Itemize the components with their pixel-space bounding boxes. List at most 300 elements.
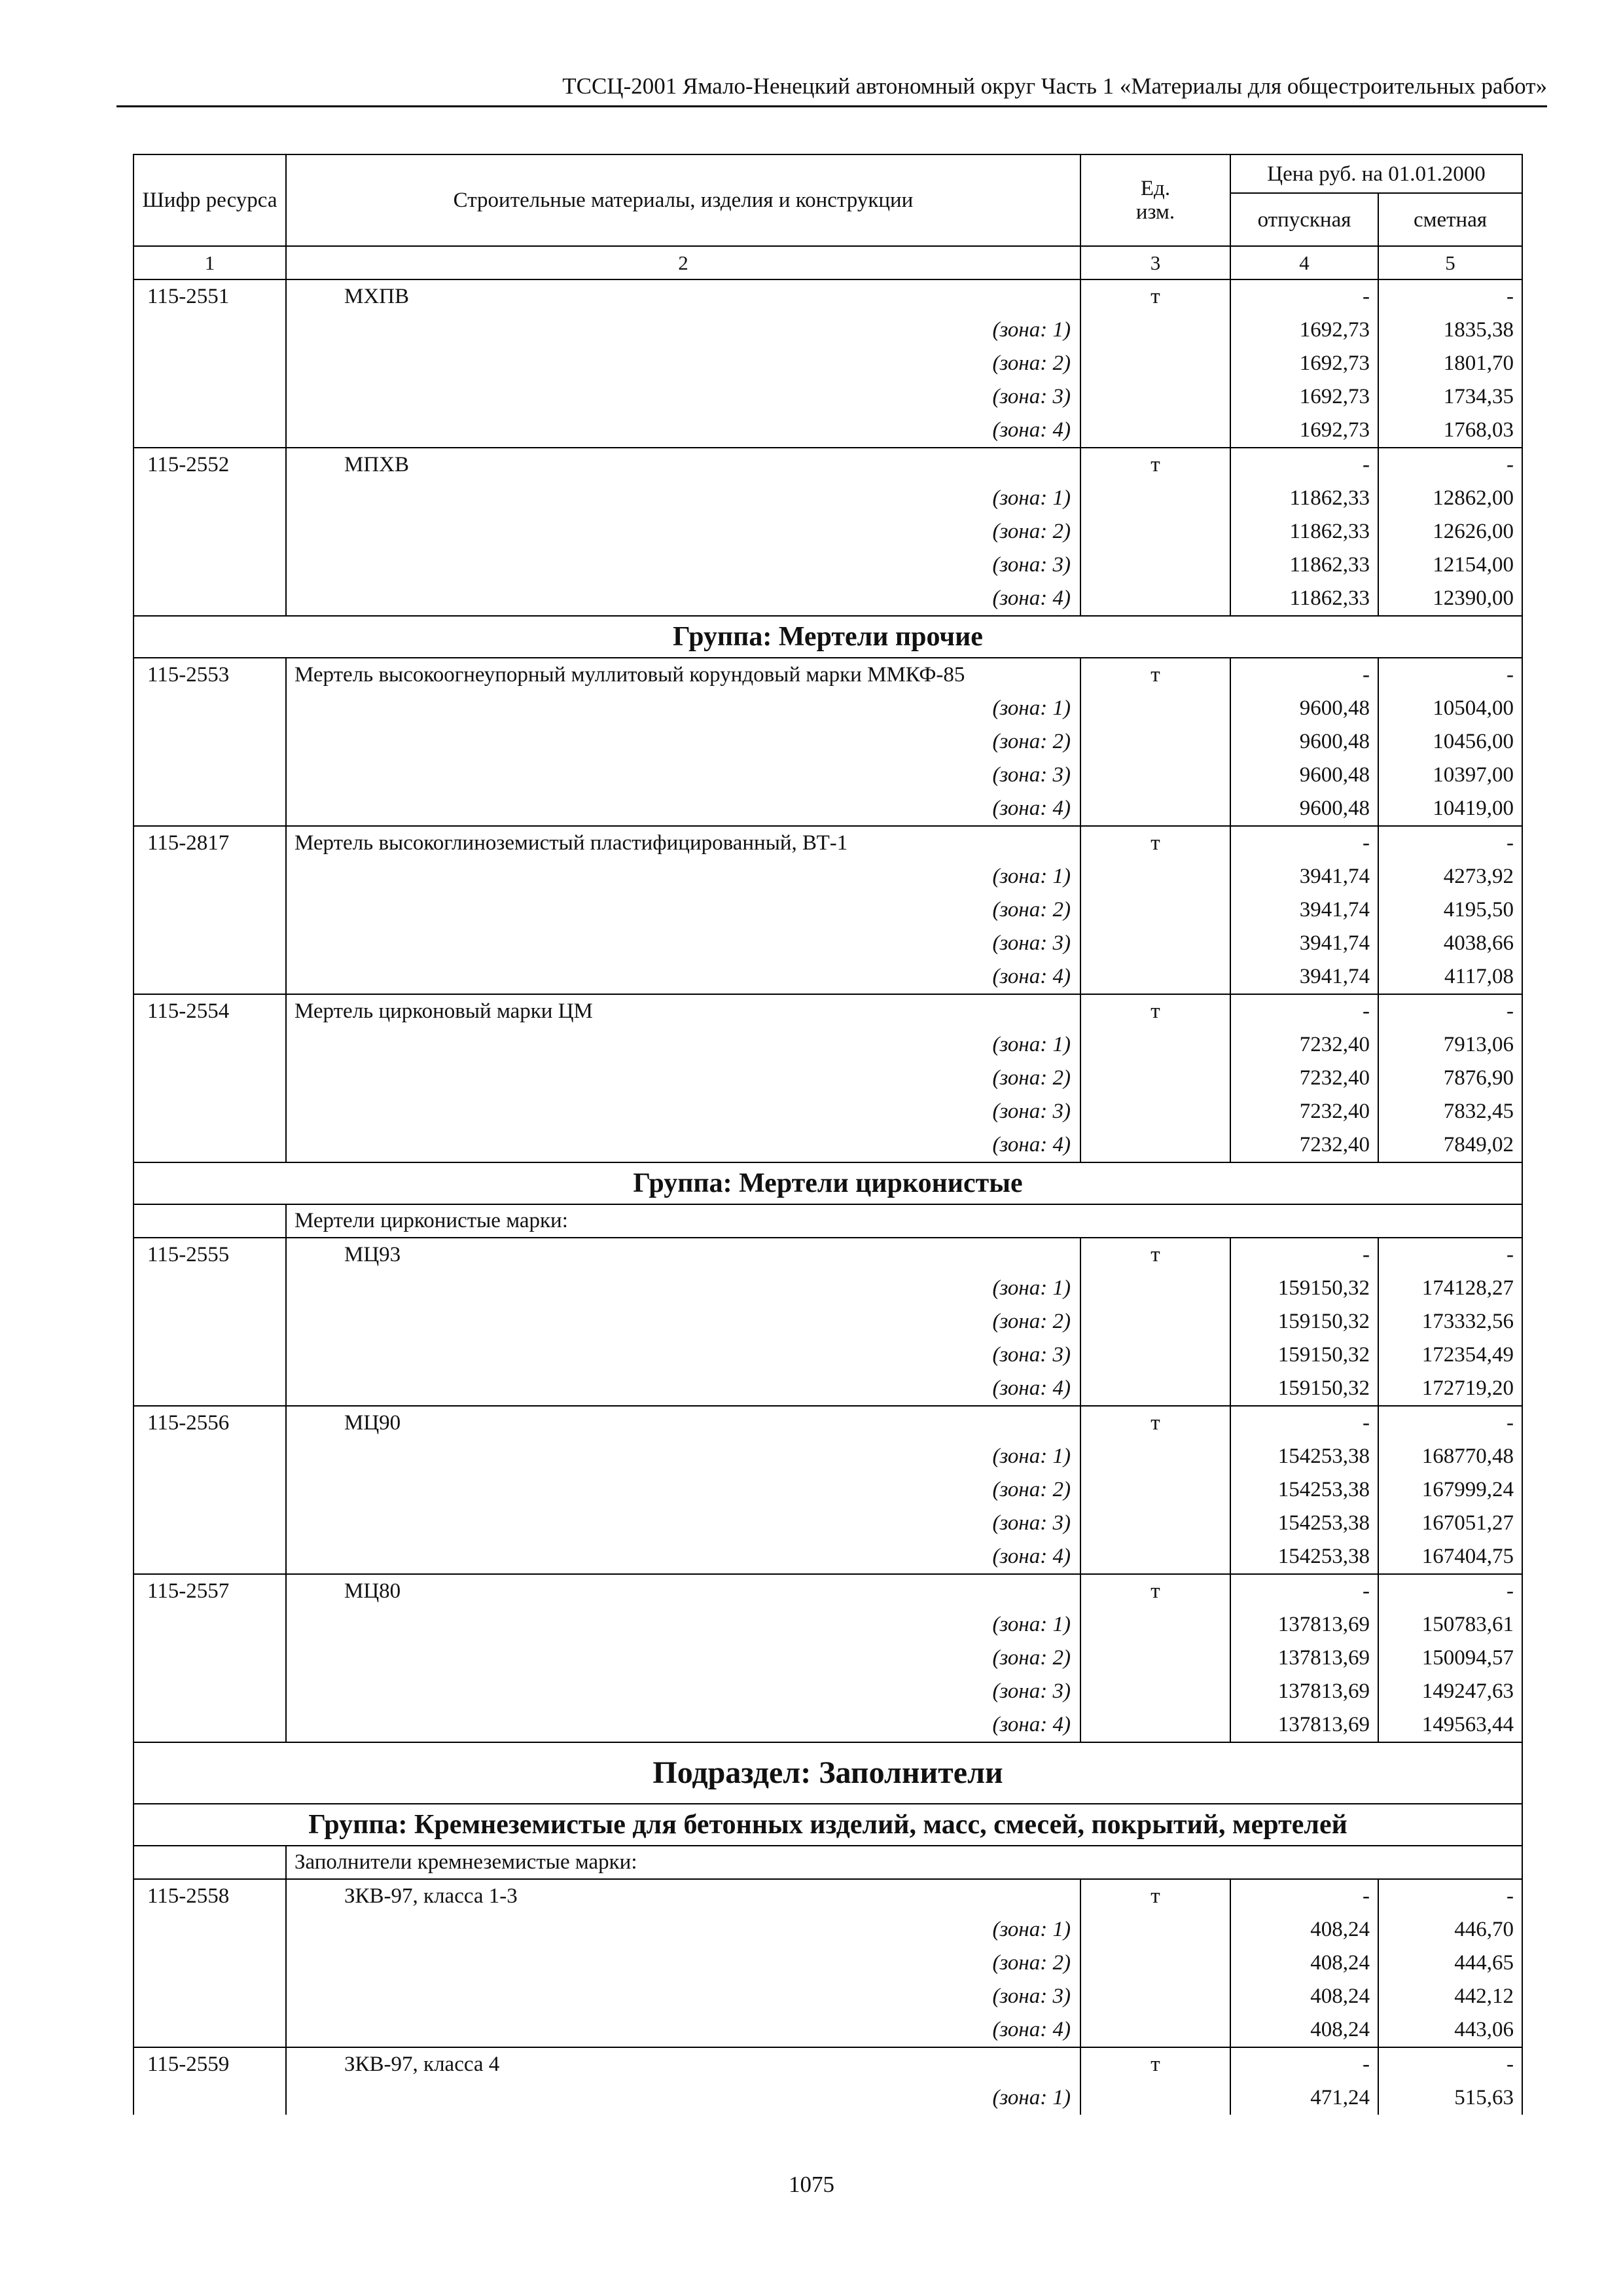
release-price: 3941,74 (1230, 960, 1378, 994)
release-price: 3941,74 (1230, 927, 1378, 960)
resource-code-empty (134, 1128, 286, 1162)
note-text: Заполнители кремнеземистые марки: (286, 1846, 1522, 1879)
resource-code-empty (134, 759, 286, 792)
resource-code-empty (134, 1338, 286, 1372)
unit-cell-empty (1080, 1305, 1230, 1338)
zone-row (134, 759, 1522, 792)
note-row (134, 1204, 1522, 1238)
item-row (134, 1238, 1522, 1272)
resource-code-empty (134, 1028, 286, 1062)
item-row (134, 1879, 1522, 1913)
group-heading: Группа: Мертели прочие (134, 616, 1522, 658)
release-price: - (1230, 826, 1378, 860)
estimate-price: 12154,00 (1378, 548, 1522, 582)
unit-cell-empty (1080, 414, 1230, 448)
zone-label: (зона: 1) (286, 482, 1080, 515)
release-price: 408,24 (1230, 1913, 1378, 1946)
zone-row (134, 1095, 1522, 1128)
estimate-price: - (1378, 1574, 1522, 1608)
material-name: Мертель цирконовый марки ЦМ (286, 994, 1080, 1028)
column-header-release-price: отпускная (1230, 193, 1378, 246)
estimate-price: - (1378, 448, 1522, 482)
table-body (134, 279, 1522, 2115)
release-price: - (1230, 994, 1378, 1028)
release-price: 3941,74 (1230, 893, 1378, 927)
zone-label: (зона: 3) (286, 927, 1080, 960)
release-price: 7232,40 (1230, 1028, 1378, 1062)
estimate-price: - (1378, 658, 1522, 692)
unit-cell-empty (1080, 1028, 1230, 1062)
unit-cell-empty (1080, 1338, 1230, 1372)
unit-cell-empty (1080, 1608, 1230, 1641)
zone-row (134, 1980, 1522, 2013)
zone-row (134, 1540, 1522, 1574)
estimate-price: 150094,57 (1378, 1641, 1522, 1675)
zone-label: (зона: 2) (286, 893, 1080, 927)
estimate-price: 167404,75 (1378, 1540, 1522, 1574)
estimate-price: 12862,00 (1378, 482, 1522, 515)
estimate-price: 4038,66 (1378, 927, 1522, 960)
unit-cell-empty (1080, 1946, 1230, 1980)
estimate-price: - (1378, 1406, 1522, 1440)
estimate-price: 10397,00 (1378, 759, 1522, 792)
resource-code-empty (134, 380, 286, 414)
zone-label: (зона: 4) (286, 2013, 1080, 2047)
resource-code-empty (134, 1540, 286, 1574)
estimate-price: 7832,45 (1378, 1095, 1522, 1128)
estimate-price: 10504,00 (1378, 692, 1522, 725)
zone-label: (зона: 2) (286, 515, 1080, 548)
release-price: 11862,33 (1230, 582, 1378, 616)
unit-cell-empty (1080, 960, 1230, 994)
unit-cell-empty (1080, 582, 1230, 616)
unit-cell-empty (1080, 1062, 1230, 1095)
material-name: Мертель высокоглиноземистый пластифицированный, ВТ-1 (286, 826, 1080, 860)
estimate-price: 172354,49 (1378, 1338, 1522, 1372)
unit-cell-empty (1080, 2081, 1230, 2115)
resource-code-empty (134, 893, 286, 927)
resource-code: 115-2817 (134, 826, 286, 860)
zone-label: (зона: 4) (286, 414, 1080, 448)
resource-code-empty (134, 1095, 286, 1128)
unit-cell-empty (1080, 692, 1230, 725)
resource-code: 115-2553 (134, 658, 286, 692)
zone-label: (зона: 2) (286, 1305, 1080, 1338)
resource-code-empty (134, 582, 286, 616)
zone-row (134, 1708, 1522, 1742)
release-price: - (1230, 658, 1378, 692)
release-price: 11862,33 (1230, 548, 1378, 582)
unit-cell-empty (1080, 515, 1230, 548)
resource-code-empty (134, 548, 286, 582)
estimate-price: 7913,06 (1378, 1028, 1522, 1062)
unit-cell: т (1080, 1406, 1230, 1440)
zone-label: (зона: 1) (286, 860, 1080, 893)
resource-code-empty (134, 860, 286, 893)
column-number: 5 (1378, 246, 1522, 279)
zone-label: (зона: 2) (286, 1473, 1080, 1507)
release-price: 1692,73 (1230, 414, 1378, 448)
unit-cell-empty (1080, 1708, 1230, 1742)
resource-code-empty (134, 515, 286, 548)
column-number: 4 (1230, 246, 1378, 279)
resource-code: 115-2556 (134, 1406, 286, 1440)
unit-cell: т (1080, 279, 1230, 314)
resource-code-empty (134, 1675, 286, 1708)
zone-label: (зона: 2) (286, 347, 1080, 380)
zone-row (134, 1128, 1522, 1162)
resource-code-empty (134, 692, 286, 725)
group-heading: Группа: Кремнеземистые для бетонных изделий, масс, смесей, покрытий, мертелей (134, 1804, 1522, 1846)
release-price: 159150,32 (1230, 1338, 1378, 1372)
zone-row (134, 482, 1522, 515)
resource-code: 115-2554 (134, 994, 286, 1028)
zone-label: (зона: 3) (286, 759, 1080, 792)
column-header-name: Строительные материалы, изделия и конструкции (286, 154, 1080, 246)
estimate-price: - (1378, 826, 1522, 860)
estimate-price: 150783,61 (1378, 1608, 1522, 1641)
group-row (134, 616, 1522, 658)
estimate-price: - (1378, 279, 1522, 314)
resource-code-empty (134, 1272, 286, 1305)
resource-code-empty (134, 960, 286, 994)
item-row (134, 2047, 1522, 2081)
material-name: МЦ90 (286, 1406, 1080, 1440)
zone-label: (зона: 3) (286, 1507, 1080, 1540)
zone-row (134, 725, 1522, 759)
release-price: - (1230, 279, 1378, 314)
release-price: - (1230, 1879, 1378, 1913)
unit-cell-empty (1080, 1095, 1230, 1128)
zone-label: (зона: 1) (286, 1608, 1080, 1641)
material-name: МХПВ (286, 279, 1080, 314)
estimate-price: - (1378, 2047, 1522, 2081)
unit-cell: т (1080, 1574, 1230, 1608)
note-code-empty (134, 1204, 286, 1238)
note-row (134, 1846, 1522, 1879)
release-price: 137813,69 (1230, 1608, 1378, 1641)
unit-cell-empty (1080, 1372, 1230, 1406)
estimate-price: 442,12 (1378, 1980, 1522, 2013)
zone-row (134, 515, 1522, 548)
zone-label: (зона: 1) (286, 1272, 1080, 1305)
release-price: 137813,69 (1230, 1675, 1378, 1708)
subsection-row (134, 1742, 1522, 1804)
release-price: 154253,38 (1230, 1507, 1378, 1540)
release-price: 1692,73 (1230, 380, 1378, 414)
unit-cell: т (1080, 658, 1230, 692)
zone-label: (зона: 1) (286, 692, 1080, 725)
unit-cell: т (1080, 994, 1230, 1028)
release-price: 9600,48 (1230, 725, 1378, 759)
zone-row (134, 860, 1522, 893)
resource-code: 115-2559 (134, 2047, 286, 2081)
resource-code-empty (134, 1980, 286, 2013)
header-rule (116, 105, 1547, 107)
zone-label: (зона: 4) (286, 582, 1080, 616)
material-name: МЦ80 (286, 1574, 1080, 1608)
estimate-price: 444,65 (1378, 1946, 1522, 1980)
zone-row (134, 414, 1522, 448)
release-price: 7232,40 (1230, 1128, 1378, 1162)
zone-row (134, 380, 1522, 414)
zone-label: (зона: 4) (286, 792, 1080, 826)
material-name: ЗКВ-97, класса 4 (286, 2047, 1080, 2081)
release-price: 7232,40 (1230, 1062, 1378, 1095)
table-header (134, 154, 1522, 279)
unit-cell-empty (1080, 1440, 1230, 1473)
release-price: 154253,38 (1230, 1440, 1378, 1473)
zone-row (134, 927, 1522, 960)
release-price: - (1230, 1574, 1378, 1608)
unit-cell: т (1080, 1879, 1230, 1913)
item-row (134, 1406, 1522, 1440)
resource-code: 115-2558 (134, 1879, 286, 1913)
release-price: - (1230, 448, 1378, 482)
release-price: 408,24 (1230, 1946, 1378, 1980)
unit-cell-empty (1080, 1913, 1230, 1946)
zone-row (134, 1473, 1522, 1507)
unit-cell: т (1080, 826, 1230, 860)
release-price: 9600,48 (1230, 759, 1378, 792)
item-row (134, 1574, 1522, 1608)
zone-label: (зона: 4) (286, 1128, 1080, 1162)
zone-label: (зона: 3) (286, 1980, 1080, 2013)
running-header: ТССЦ-2001 Ямало-Ненецкий автономный округ Часть 1 «Материалы для общестроительных работ» (562, 73, 1547, 99)
estimate-price: 443,06 (1378, 2013, 1522, 2047)
estimate-price: 1835,38 (1378, 314, 1522, 347)
zone-label: (зона: 4) (286, 1372, 1080, 1406)
unit-cell-empty (1080, 893, 1230, 927)
estimate-price: 1734,35 (1378, 380, 1522, 414)
release-price: 159150,32 (1230, 1272, 1378, 1305)
unit-cell-empty (1080, 759, 1230, 792)
column-number: 2 (286, 246, 1080, 279)
page-number: 1075 (789, 2172, 834, 2197)
column-header-code: Шифр ресурса (134, 154, 286, 246)
release-price: - (1230, 2047, 1378, 2081)
note-text: Мертели цирконистые марки: (286, 1204, 1522, 1238)
zone-row (134, 2013, 1522, 2047)
zone-row (134, 1272, 1522, 1305)
resource-code-empty (134, 1440, 286, 1473)
item-row (134, 994, 1522, 1028)
zone-row (134, 1028, 1522, 1062)
material-name: МПХВ (286, 448, 1080, 482)
zone-label: (зона: 3) (286, 548, 1080, 582)
zone-label: (зона: 1) (286, 314, 1080, 347)
estimate-price: 446,70 (1378, 1913, 1522, 1946)
release-price: 137813,69 (1230, 1641, 1378, 1675)
item-row (134, 279, 1522, 314)
item-row (134, 658, 1522, 692)
zone-label: (зона: 2) (286, 1062, 1080, 1095)
estimate-price: 515,63 (1378, 2081, 1522, 2115)
zone-label: (зона: 4) (286, 1540, 1080, 1574)
estimate-price: 174128,27 (1378, 1272, 1522, 1305)
release-price: 154253,38 (1230, 1540, 1378, 1574)
subsection-heading: Подраздел: Заполнители (134, 1742, 1522, 1804)
zone-row (134, 692, 1522, 725)
release-price: 11862,33 (1230, 515, 1378, 548)
zone-label: (зона: 3) (286, 380, 1080, 414)
estimate-price: 12626,00 (1378, 515, 1522, 548)
column-header-unit: Ед. изм. (1080, 154, 1230, 246)
release-price: - (1230, 1238, 1378, 1272)
material-name: МЦ93 (286, 1238, 1080, 1272)
release-price: 7232,40 (1230, 1095, 1378, 1128)
resource-code: 115-2551 (134, 279, 286, 314)
estimate-price: 1801,70 (1378, 347, 1522, 380)
estimate-price: 1768,03 (1378, 414, 1522, 448)
estimate-price: - (1378, 994, 1522, 1028)
unit-cell-empty (1080, 1540, 1230, 1574)
material-name: Мертель высокоогнеупорный муллитовый корундовый марки ММКФ-85 (286, 658, 1080, 692)
resource-code-empty (134, 314, 286, 347)
column-number: 1 (134, 246, 286, 279)
resource-code: 115-2557 (134, 1574, 286, 1608)
estimate-price: 167999,24 (1378, 1473, 1522, 1507)
column-header-estimate-price: сметная (1378, 193, 1522, 246)
zone-row (134, 1675, 1522, 1708)
unit-cell-empty (1080, 1128, 1230, 1162)
unit-cell-empty (1080, 792, 1230, 826)
resource-code-empty (134, 347, 286, 380)
estimate-price: 4117,08 (1378, 960, 1522, 994)
resource-code-empty (134, 2013, 286, 2047)
resource-code-empty (134, 2081, 286, 2115)
unit-cell: т (1080, 448, 1230, 482)
zone-label: (зона: 2) (286, 725, 1080, 759)
release-price: 408,24 (1230, 2013, 1378, 2047)
estimate-price: 149247,63 (1378, 1675, 1522, 1708)
release-price: 1692,73 (1230, 347, 1378, 380)
release-price: - (1230, 1406, 1378, 1440)
estimate-price: - (1378, 1238, 1522, 1272)
resource-code-empty (134, 927, 286, 960)
unit-cell-empty (1080, 482, 1230, 515)
estimate-price: 10456,00 (1378, 725, 1522, 759)
group-heading: Группа: Мертели цирконистые (134, 1162, 1522, 1204)
zone-row (134, 893, 1522, 927)
unit-cell-empty (1080, 347, 1230, 380)
item-row (134, 826, 1522, 860)
unit-cell-empty (1080, 860, 1230, 893)
price-table (133, 154, 1523, 2115)
release-price: 9600,48 (1230, 792, 1378, 826)
unit-cell-empty (1080, 1473, 1230, 1507)
unit-cell: т (1080, 1238, 1230, 1272)
resource-code-empty (134, 1473, 286, 1507)
zone-row (134, 1507, 1522, 1540)
estimate-price: 4273,92 (1378, 860, 1522, 893)
zone-row (134, 1641, 1522, 1675)
release-price: 159150,32 (1230, 1305, 1378, 1338)
zone-label: (зона: 4) (286, 960, 1080, 994)
resource-code-empty (134, 725, 286, 759)
column-header-price: Цена руб. на 01.01.2000 (1230, 154, 1522, 193)
unit-cell: т (1080, 2047, 1230, 2081)
zone-label: (зона: 1) (286, 1913, 1080, 1946)
unit-cell-empty (1080, 380, 1230, 414)
material-name: ЗКВ-97, класса 1-3 (286, 1879, 1080, 1913)
release-price: 471,24 (1230, 2081, 1378, 2115)
resource-code-empty (134, 1305, 286, 1338)
resource-code-empty (134, 792, 286, 826)
estimate-price: 4195,50 (1378, 893, 1522, 927)
estimate-price: 172719,20 (1378, 1372, 1522, 1406)
unit-cell-empty (1080, 314, 1230, 347)
resource-code-empty (134, 1946, 286, 1980)
estimate-price: 7876,90 (1378, 1062, 1522, 1095)
item-row (134, 448, 1522, 482)
zone-row (134, 1946, 1522, 1980)
zone-label: (зона: 3) (286, 1338, 1080, 1372)
estimate-price: 12390,00 (1378, 582, 1522, 616)
release-price: 3941,74 (1230, 860, 1378, 893)
resource-code-empty (134, 1641, 286, 1675)
unit-cell-empty (1080, 1980, 1230, 2013)
estimate-price: 10419,00 (1378, 792, 1522, 826)
zone-label: (зона: 3) (286, 1675, 1080, 1708)
zone-row (134, 347, 1522, 380)
estimate-price: - (1378, 1879, 1522, 1913)
unit-cell-empty (1080, 927, 1230, 960)
zone-row (134, 1372, 1522, 1406)
zone-row (134, 1440, 1522, 1473)
zone-row (134, 1608, 1522, 1641)
note-code-empty (134, 1846, 286, 1879)
estimate-price: 7849,02 (1378, 1128, 1522, 1162)
unit-cell-empty (1080, 1507, 1230, 1540)
zone-row (134, 582, 1522, 616)
unit-cell-empty (1080, 1272, 1230, 1305)
resource-code-empty (134, 1708, 286, 1742)
release-price: 159150,32 (1230, 1372, 1378, 1406)
zone-label: (зона: 4) (286, 1708, 1080, 1742)
zone-row (134, 792, 1522, 826)
zone-row (134, 1062, 1522, 1095)
zone-row (134, 2081, 1522, 2115)
resource-code-empty (134, 1507, 286, 1540)
resource-code-empty (134, 414, 286, 448)
zone-label: (зона: 1) (286, 2081, 1080, 2115)
release-price: 1692,73 (1230, 314, 1378, 347)
resource-code: 115-2552 (134, 448, 286, 482)
unit-cell-empty (1080, 725, 1230, 759)
unit-cell-empty (1080, 1675, 1230, 1708)
release-price: 408,24 (1230, 1980, 1378, 2013)
unit-cell-empty (1080, 1641, 1230, 1675)
resource-code-empty (134, 1608, 286, 1641)
zone-row (134, 1338, 1522, 1372)
release-price: 9600,48 (1230, 692, 1378, 725)
release-price: 154253,38 (1230, 1473, 1378, 1507)
estimate-price: 173332,56 (1378, 1305, 1522, 1338)
release-price: 11862,33 (1230, 482, 1378, 515)
resource-code-empty (134, 1913, 286, 1946)
release-price: 137813,69 (1230, 1708, 1378, 1742)
zone-row (134, 314, 1522, 347)
column-number: 3 (1080, 246, 1230, 279)
group-row (134, 1804, 1522, 1846)
zone-label: (зона: 1) (286, 1028, 1080, 1062)
zone-label: (зона: 2) (286, 1641, 1080, 1675)
zone-label: (зона: 1) (286, 1440, 1080, 1473)
group-row (134, 1162, 1522, 1204)
estimate-price: 168770,48 (1378, 1440, 1522, 1473)
zone-label: (зона: 3) (286, 1095, 1080, 1128)
